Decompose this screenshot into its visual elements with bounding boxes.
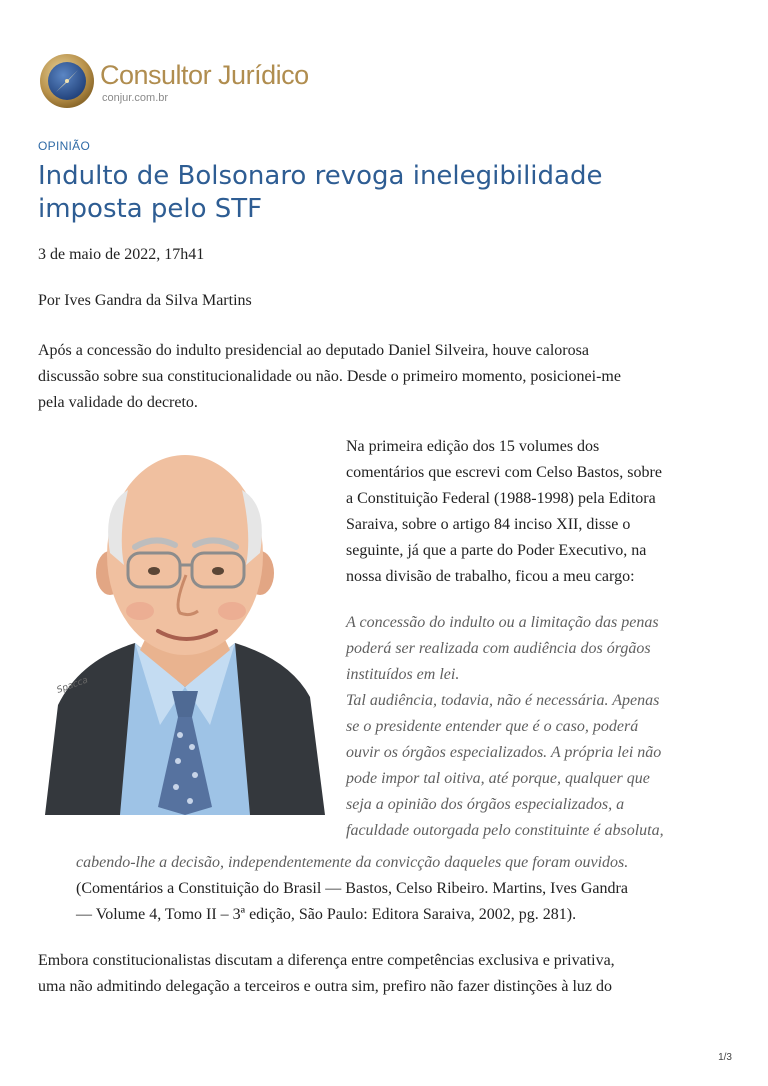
article-title-line: imposta pelo STF xyxy=(38,194,263,224)
quote-line: A concessão do indulto ou a limitação das penas xyxy=(346,614,659,631)
quote-line: poderá ser realizada com audiência dos órgãos xyxy=(346,640,651,657)
compass-globe-icon xyxy=(38,52,96,110)
quote-line: ouvir os órgãos especializados. A própria lei não xyxy=(346,744,662,761)
blockquote xyxy=(346,610,731,844)
quote-line-tail: cabendo-lhe a decisão, independentemente da convicção daqueles que foram ouvidos. xyxy=(76,854,629,871)
article-title xyxy=(38,160,718,226)
intro-paragraph xyxy=(38,338,738,416)
article-author: Por Ives Gandra da Silva Martins xyxy=(38,292,252,309)
quote-line: faculdade outorgada pelo constituinte é absoluta, xyxy=(346,822,664,839)
text-line: a Constituição Federal (1988-1998) pela Editora xyxy=(346,490,656,507)
illustrator-signature: Spacca xyxy=(55,675,90,696)
text-line: discussão sobre sua constitucionalidade ou não. Desde o primeiro momento, posicionei-me xyxy=(38,368,621,385)
brand-name: Consultor Jurídico xyxy=(100,60,309,90)
article-date: 3 de maio de 2022, 17h41 xyxy=(38,246,205,263)
text-line: Saraiva, sobre o artigo 84 inciso XII, disse o xyxy=(346,516,631,533)
site-logo[interactable] xyxy=(38,52,338,112)
author-portrait-illustration xyxy=(40,435,330,815)
citation xyxy=(76,876,736,928)
text-line: comentários que escrevi com Celso Bastos, sobre xyxy=(346,464,662,481)
article-category[interactable]: OPINIÃO xyxy=(38,139,91,153)
text-line: Após a concessão do indulto presidencial ao deputado Daniel Silveira, houve calorosa xyxy=(38,342,589,359)
text-line: Na primeira edição dos 15 volumes dos xyxy=(346,438,600,455)
text-line: pela validade do decreto. xyxy=(38,394,198,411)
text-line: — Volume 4, Tomo II – 3ª edição, São Paulo: Editora Saraiva, 2002, pg. 281). xyxy=(76,906,577,923)
quote-line: se o presidente entender que é o caso, poderá xyxy=(346,718,639,735)
quote-line: instituídos em lei. xyxy=(346,666,460,683)
text-line: (Comentários a Constituição do Brasil — Bastos, Celso Ribeiro. Martins, Ives Gandra xyxy=(76,880,628,897)
quote-line: Tal audiência, todavia, não é necessária. Apenas xyxy=(346,692,660,709)
side-paragraph xyxy=(346,434,736,590)
brand-url: conjur.com.br xyxy=(102,92,169,104)
text-line: uma não admitindo delegação a terceiros e outra sim, prefiro não fazer distinções à luz do xyxy=(38,978,612,995)
text-line: seguinte, já que a parte do Poder Executivo, na xyxy=(346,542,647,559)
quote-line: seja a opinião dos órgãos especializados, a xyxy=(346,796,625,813)
closing-paragraph xyxy=(38,948,738,1000)
text-line: Embora constitucionalistas discutam a diferença entre competências exclusiva e privativa, xyxy=(38,952,615,969)
quote-line: pode impor tal oitiva, até porque, qualquer que xyxy=(346,770,650,787)
text-line: nossa divisão de trabalho, ficou a meu cargo: xyxy=(346,568,635,585)
article-title-line: Indulto de Bolsonaro revoga inelegibilidade xyxy=(38,161,603,191)
page-number: 1/3 xyxy=(718,1052,732,1063)
